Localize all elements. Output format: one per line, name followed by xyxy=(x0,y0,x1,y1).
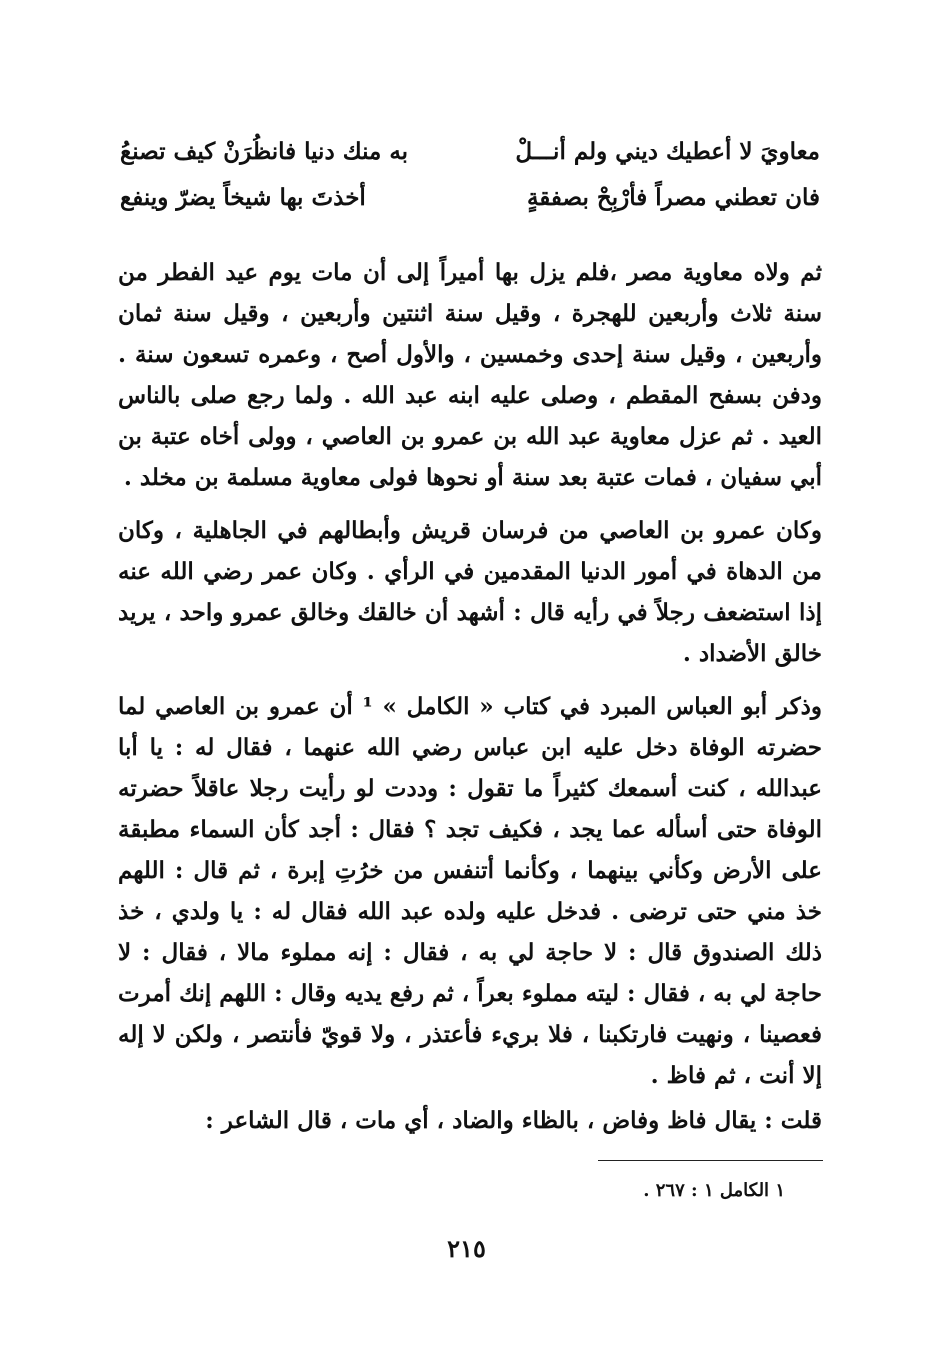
paragraph-kamil-account: وذكر أبو العباس المبرد في كتاب « الكامل » ¹ أن عمرو بن العاصي لما حضرته الوفاة دخل عليه ابن عباس رضي الله عنهما ، فقال له : يا أبا عبدالله ، كنت أسمعك كثيراً ما تقول : وددت لو رأيت رجلا عاقلاً حضرته الوفاة حتى أسأله عما يجد ، فكيف تجد ؟ فقال : أجد كأن السماء مطبقة على الأرض وكأني بينهما ، وكأنما أتنفس من خرُتِ إبرة ، ثم قال : اللهم خذ مني حتى ترضى . فدخل عليه ولده عبد الله فقال له : يا ولدي ، خذ ذلك الصندوق قال : لا حاجة لي به ، فقال : إنه مملوء مالا ، فقال : لا حاجة لي به ، فقال : ليته مملوء بعراً ، ثم رفع يديه وقال : اللهم إنك أمرت فعصينا ، ونهيت فارتكبنا ، فلا بريء فأعتذر ، ولا قويّ فأنتصر ، ولكن لا إله إلا أنت ، ثم فاظ . xyxy=(118,693,822,1089)
paragraph-death-of-amr: ثم ولاه معاوية مصر ،فلم يزل بها أميراً إلى أن مات يوم عيد الفطر من سنة ثلاث وأربعين للهجرة ، وقيل سنة اثنتين وأربعين ، وقيل سنة ثمان وأربعين ، وقيل سنة إحدى وخمسين ، والأول أصح ، وعمره تسعون سنة . ودفن بسفح المقطم ، وصلى عليه ابنه عبد الله . ولما رجع صلى بالناس العيد . ثم عزل معاوية عبد الله بن عمرو بن العاصي ، وولى أخاه عتبة بن أبي سفيان ، فمات عتبة بعد سنة أو نحوها فولى معاوية مسلمة بن مخلد . xyxy=(118,259,822,491)
footnote: ١ الكامل ١ : ٢٦٧ . xyxy=(643,1180,785,1201)
footnote-divider xyxy=(598,1160,823,1161)
poem-verse xyxy=(120,184,820,230)
page-number: ٢١٥ xyxy=(447,1234,486,1263)
poem-verses xyxy=(120,138,820,230)
verse-second-hemistich: أخذتَ بها شيخاً يضرّ وينفع xyxy=(120,184,366,211)
paragraph-amr-character: وكان عمرو بن العاصي من فرسان قريش وأبطالهم في الجاهلية ، وكان من الدهاة في أمور الدنيا المقدمين في الرأي . وكان عمر رضي الله عنه إذا استضعف رجلاً في رأيه قال : أشهد أن خالقك وخالق عمرو واحد ، يريد خالق الأضداد . xyxy=(118,517,822,667)
verse-second-hemistich: به منك دنيا فانظُرَنْ كيف تصنعُ xyxy=(120,138,409,165)
verse-first-hemistich: فان تعطني مصراً فأرْبِحْ بصفقةٍ xyxy=(526,184,820,211)
verse-first-hemistich: معاويَ لا أعطيك ديني ولم أنـــلْ xyxy=(515,138,820,165)
paragraph-note: قلت : يقال فاظ وفاض ، بالظاء والضاد ، أي مات ، قال الشاعر : xyxy=(205,1107,822,1134)
poem-verse xyxy=(120,138,820,184)
